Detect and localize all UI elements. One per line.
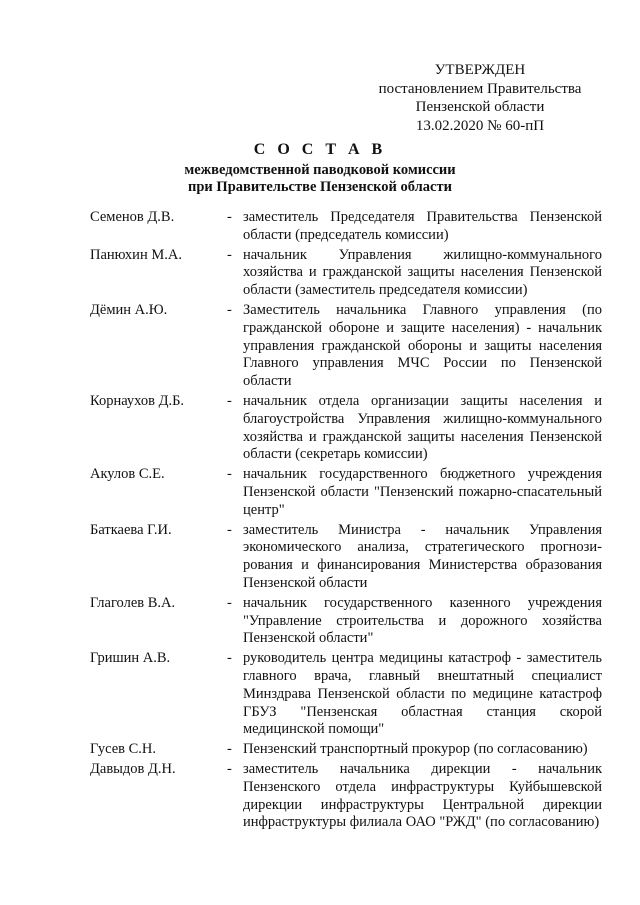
document-subtitle-commission: межведомственной паводковой комиссии bbox=[184, 162, 456, 178]
member-row bbox=[90, 302, 602, 391]
approval-line-date-number: 13.02.2020 № 60-пП bbox=[415, 117, 545, 134]
approval-line-region: Пензенской области bbox=[415, 99, 545, 115]
member-role: заместитель начальника дирекции - начальник Пензенского отдела инфраструктуры Куйбышевской дирекции инфраструктуры Центральной дирекции инфраструктуры филиала ОАО "РЖД" (по согласованию) bbox=[243, 760, 602, 831]
member-role: начальник государственного бюджетного учреждения Пензенской области "Пензенский пожарно-спасательный центр" bbox=[243, 466, 602, 518]
member-row bbox=[90, 466, 602, 519]
member-name: Семенов Д.В. bbox=[90, 209, 175, 225]
approval-stamp bbox=[360, 61, 600, 135]
member-role: руководитель центра медицины катастроф - заместитель главного врача, главный внештатный специалист Минздрава Пензенской области по медицине катастроф ГБУЗ "Пензенская областная станция скорой медицинской помощи" bbox=[243, 650, 602, 738]
member-dash: - bbox=[227, 521, 232, 538]
member-row bbox=[90, 393, 602, 464]
document-subtitle-government: при Правительстве Пензенской области bbox=[188, 179, 452, 195]
member-row bbox=[90, 522, 602, 593]
member-name: Панюхин М.А. bbox=[90, 246, 182, 263]
member-role: Заместитель начальника Главного управления (по гражданской обороне и защите населения) - начальник управления гражданской обороны и защиты населения Главного управления МЧС России по Пензенской области bbox=[243, 301, 602, 390]
member-dash: - bbox=[227, 760, 232, 777]
member-role: начальник государственного казенного учреждения "Управление строительства и дорожного хозяйства Пензенской области" bbox=[243, 594, 602, 647]
commission-members-list bbox=[90, 209, 602, 834]
member-name: Гусев С.Н. bbox=[90, 741, 156, 758]
member-row bbox=[90, 209, 602, 245]
member-dash: - bbox=[227, 741, 232, 758]
approval-line-approved: УТВЕРЖДЕН bbox=[434, 62, 526, 78]
member-dash: - bbox=[227, 209, 232, 225]
member-name: Акулов С.Е. bbox=[90, 466, 165, 483]
member-dash: - bbox=[227, 466, 232, 483]
member-dash: - bbox=[227, 301, 232, 318]
member-row bbox=[90, 761, 602, 832]
member-name: Дёмин А.Ю. bbox=[90, 301, 168, 318]
member-dash: - bbox=[227, 650, 232, 667]
member-dash: - bbox=[227, 594, 232, 611]
member-name: Давыдов Д.Н. bbox=[90, 760, 176, 777]
approval-line-resolution: постановлением Правительства bbox=[378, 80, 582, 97]
member-row bbox=[90, 595, 602, 648]
member-name: Гришин А.В. bbox=[90, 650, 171, 667]
member-name: Баткаева Г.И. bbox=[90, 521, 172, 538]
member-role: начальник отдела организации защиты населения и благоустройства Управления жилищно-коммунального хозяйства и гражданской защиты населения Пензенской области (секретарь комиссии) bbox=[243, 392, 602, 463]
member-name: Корнаухов Д.Б. bbox=[90, 392, 185, 409]
member-role: Пензенский транспортный прокурор (по согласованию) bbox=[243, 741, 588, 758]
member-role: заместитель Председателя Правительства Пензенской области (председатель комиссии) bbox=[243, 209, 602, 243]
member-row bbox=[90, 247, 602, 300]
member-role: начальник Управления жилищно-коммунального хозяйства и гражданской защиты населения Пензенской области (заместитель председателя комиссии) bbox=[243, 246, 602, 299]
member-dash: - bbox=[227, 392, 232, 409]
member-row bbox=[90, 650, 602, 739]
member-role: заместитель Министра - начальник Управления экономического анализа, стратегического прогнозирования и финансирования Министерства образования Пензенской области bbox=[243, 521, 602, 591]
member-row bbox=[90, 741, 602, 759]
member-name: Глаголев В.А. bbox=[90, 594, 176, 611]
document-title: С О С Т А В bbox=[253, 141, 387, 158]
member-dash: - bbox=[227, 246, 232, 263]
